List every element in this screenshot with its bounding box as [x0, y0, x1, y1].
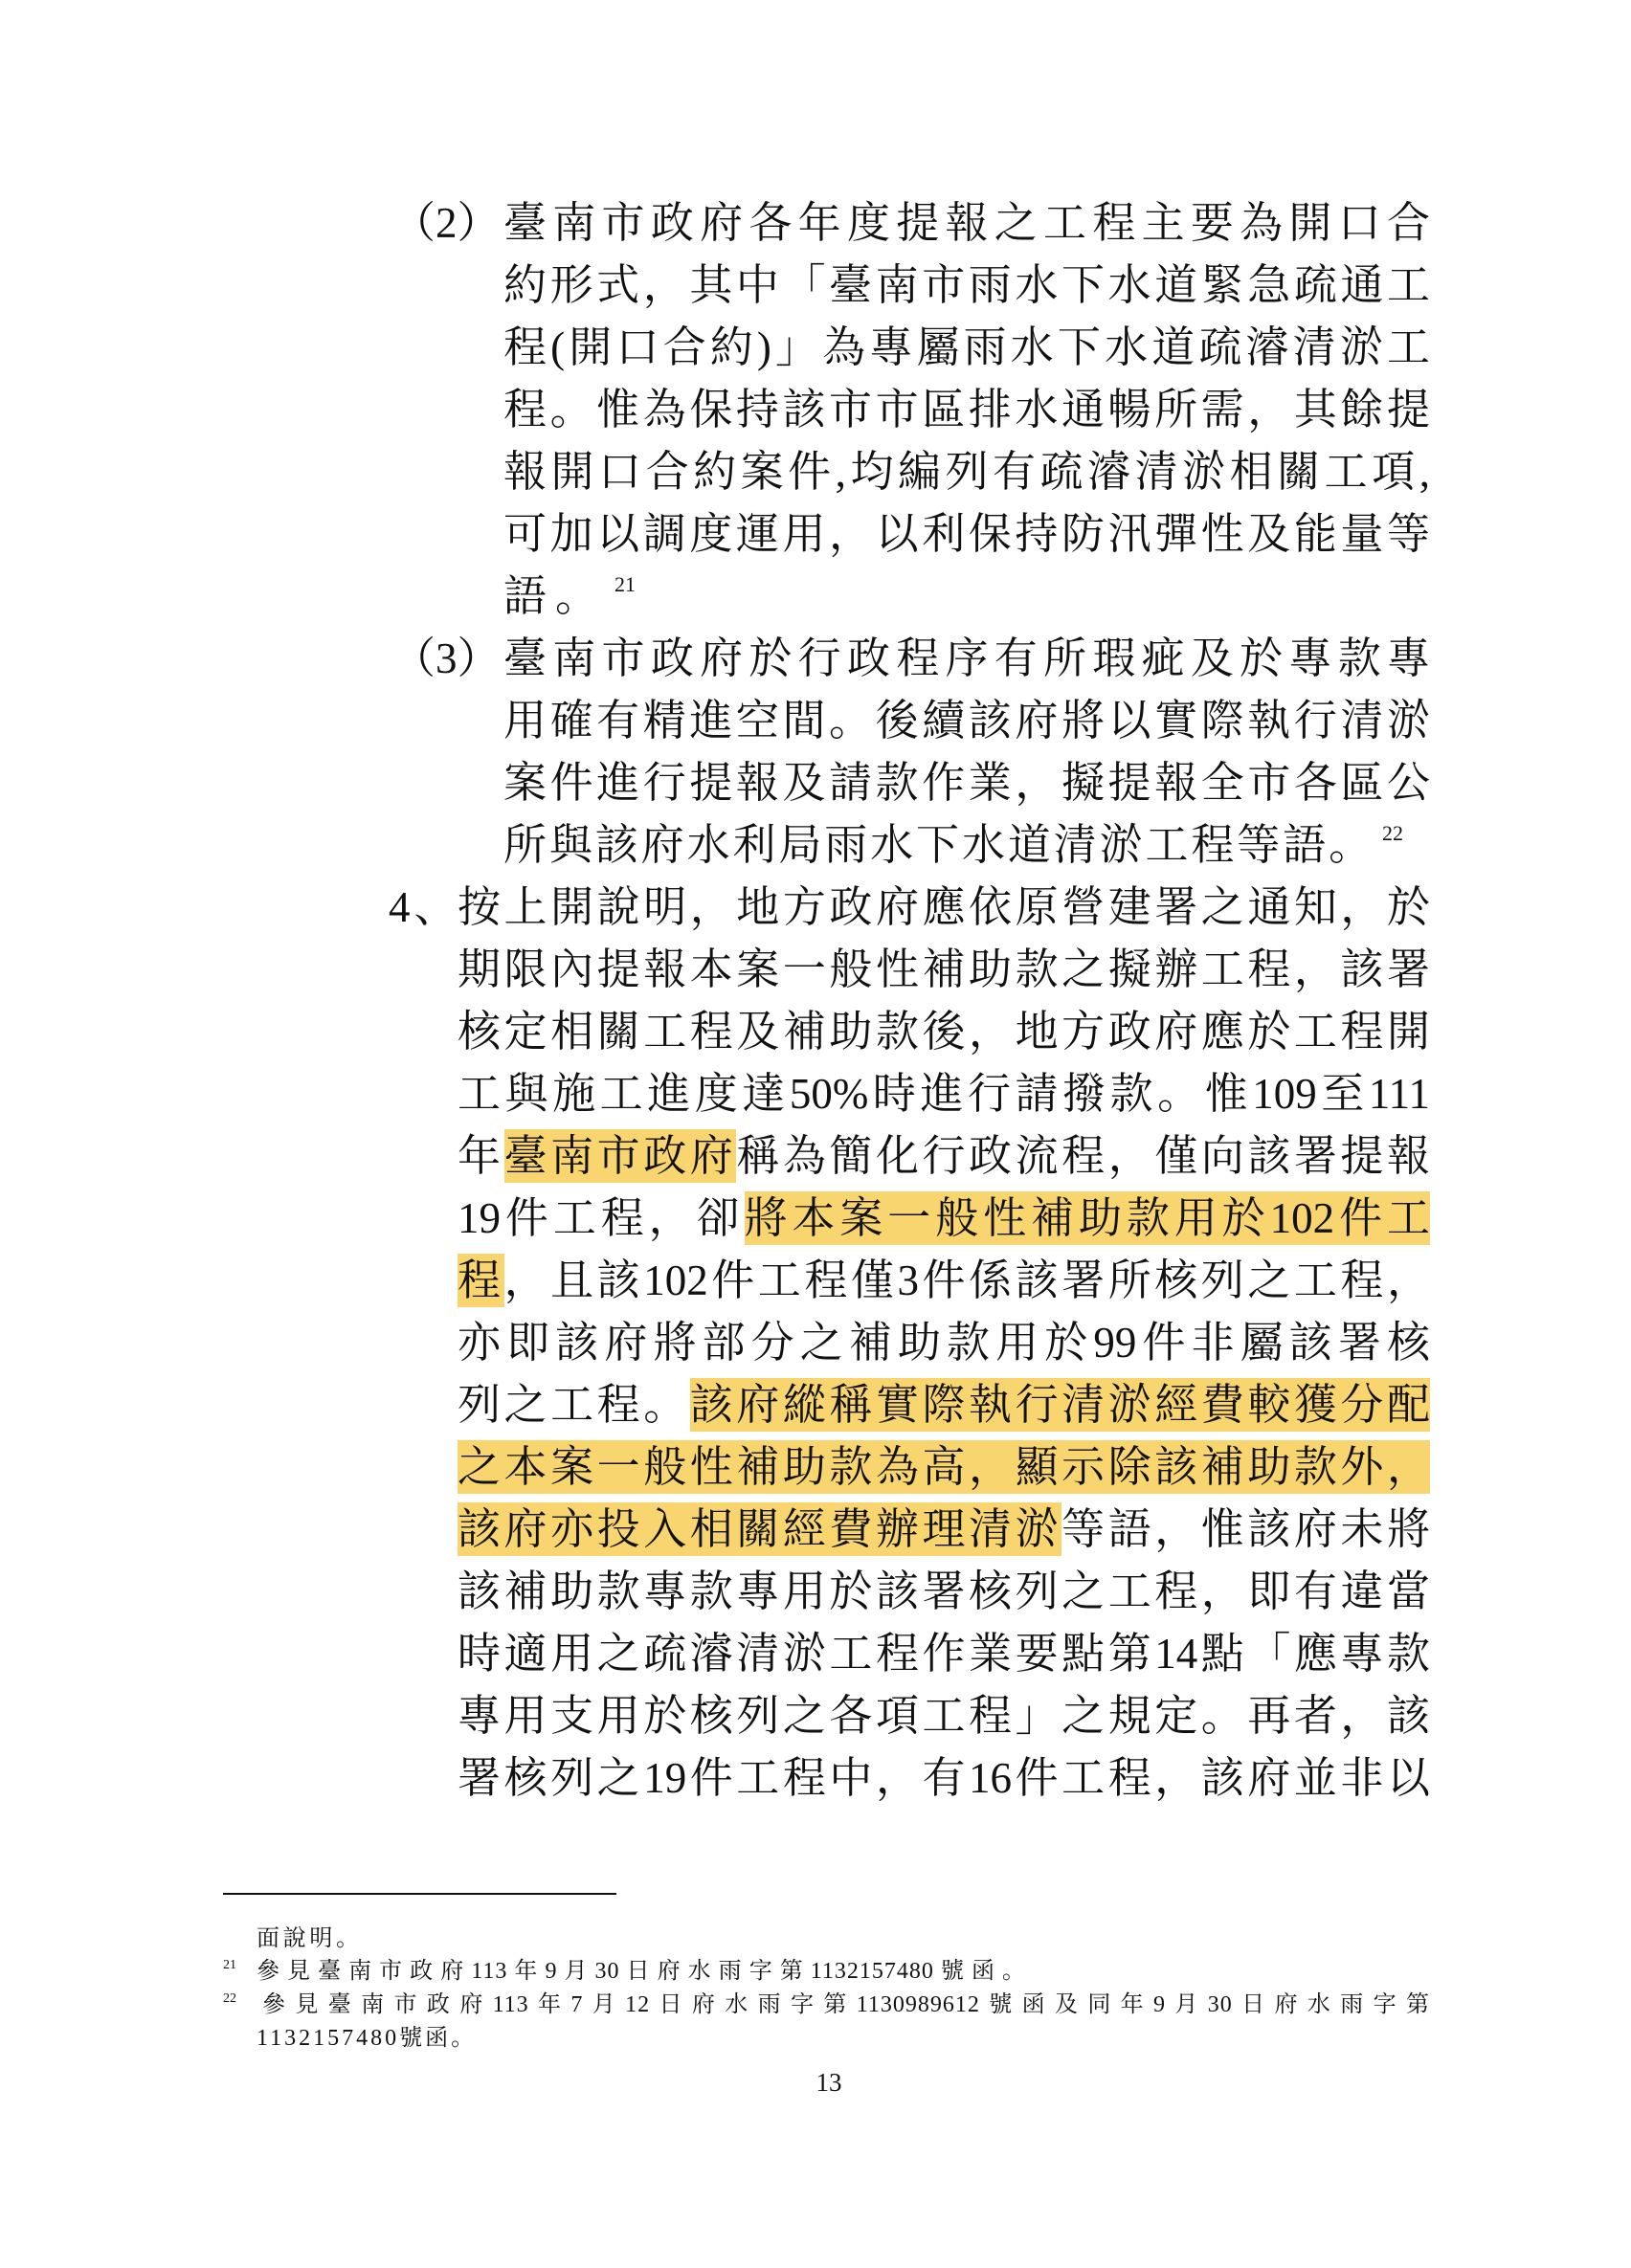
- text-run: 署核列之19件工程中，有16件工程，該府並非以: [458, 1753, 1430, 1802]
- text-run: 用確有精進空間。後續該府將以實際執行清淤: [503, 696, 1430, 745]
- text-run: 該補助款專款專用於該署核列之工程，即有違當: [458, 1567, 1430, 1615]
- text-run: 程(開口合約)」為專屬雨水下水道疏濬清淤工: [503, 322, 1430, 371]
- text-run: 亦即該府將部分之補助款用於99件非屬該署核: [458, 1318, 1430, 1367]
- text-line: [503, 628, 1430, 690]
- footnote-text-22: 參見臺南市政府113年7月12日府水雨字第1130989612號函及同年9月30日府水雨字第: [262, 1992, 1430, 2017]
- footnote-text-22-continued: 1132157480號函。: [257, 2026, 478, 2051]
- highlighted-text: 臺南市政府: [504, 1129, 737, 1183]
- text-line: [503, 441, 1430, 503]
- text-run: 核定相關工程及補助款後，地方政府應於工程開: [458, 1007, 1430, 1056]
- text-line: [458, 1001, 1430, 1063]
- text-run: 列之工程。: [458, 1380, 690, 1429]
- text-run: 按上開說明，地方政府應依原營建署之通知，於: [458, 882, 1430, 931]
- text-line: [458, 1374, 1430, 1436]
- text-line: [458, 1499, 1430, 1561]
- highlighted-text: 該府亦投入相關經費辦理清淤: [458, 1502, 1061, 1556]
- text-line: [503, 255, 1430, 317]
- footnote-ref-22: 22: [1382, 820, 1403, 845]
- text-run: 程。惟為保持該市市區排水通暢所需，其餘提: [503, 385, 1430, 434]
- text-line: [458, 1747, 1430, 1810]
- highlighted-text: 之本案一般性補助款為高，顯示除該補助款外，: [458, 1440, 1430, 1494]
- text-run: 報開口合約案件,均編列有疏濬清淤相關工項,: [503, 447, 1430, 496]
- text-line: [458, 1312, 1430, 1374]
- text-run: 可加以調度運用，以利保持防汛彈性及能量等: [503, 509, 1430, 558]
- page-number: 13: [816, 2068, 842, 2097]
- text-line: [458, 1623, 1430, 1685]
- text-run: 專用支用於核列之各項工程」之規定。再者，該: [458, 1691, 1430, 1740]
- highlighted-text: 該府縱稱實際執行清淤經費較獲分配: [690, 1378, 1430, 1432]
- text-run: 19件工程，卻: [458, 1193, 745, 1242]
- text-run: 約形式，其中「臺南市雨水下水道緊急疏通工: [503, 260, 1430, 309]
- text-run: ，且該102件工程僅3件係該署所核列之工程，: [503, 1256, 1430, 1304]
- text-line: [503, 192, 1430, 255]
- text-run: 年: [458, 1131, 504, 1180]
- item-marker-2: （2）: [392, 198, 501, 247]
- text-line: [458, 1188, 1430, 1250]
- text-line: [458, 939, 1430, 1001]
- footnote-ref-21: 21: [614, 571, 637, 596]
- footnote-number-22: 22: [223, 1991, 236, 2006]
- text-line: [458, 1685, 1430, 1747]
- text-line: [503, 752, 1430, 814]
- text-line: [503, 566, 1430, 628]
- text-line: [458, 1125, 1430, 1188]
- text-line: [503, 690, 1430, 752]
- text-line: [458, 1561, 1430, 1623]
- text-run: 時適用之疏濬清淤工程作業要點第14點「應專款: [458, 1629, 1430, 1678]
- text-run: 稱為簡化行政流程，僅向該署提報: [736, 1131, 1430, 1180]
- text-line: [458, 1250, 1430, 1312]
- footnote-separator: [223, 1893, 616, 1895]
- text-line: [503, 814, 1403, 877]
- footnote-number-21: 21: [223, 1958, 236, 1972]
- text-run: 工與施工進度達50%時進行請撥款。惟109至111: [458, 1069, 1430, 1118]
- footnote-continued-text: 面說明。: [257, 1925, 360, 1951]
- text-run: 臺南市政府各年度提報之工程主要為開口合: [503, 198, 1430, 247]
- text-run: 所與該府水利局雨水下水道清淤工程等語。: [503, 820, 1374, 869]
- item-marker-3: （3）: [392, 634, 501, 682]
- footnote-text-21: 參見臺南市政府113年9月30日府水雨字第1132157480號函。: [257, 1959, 1026, 1984]
- text-line: [458, 1436, 1430, 1499]
- highlighted-text: 將本案一般性補助款用於102件工: [745, 1191, 1430, 1245]
- item-marker-4: 4、: [389, 882, 461, 931]
- text-line: [458, 1063, 1430, 1125]
- text-run: 等語，惟該府未將: [1061, 1504, 1430, 1553]
- text-run: 期限內提報本案一般性補助款之擬辦工程，該署: [458, 945, 1430, 993]
- text-run: 臺南市政府於行政程序有所瑕疵及於專款專: [503, 634, 1430, 682]
- text-line: [503, 503, 1430, 566]
- text-line: [458, 877, 1430, 939]
- text-line: [503, 317, 1430, 379]
- text-run: 語。: [503, 571, 608, 620]
- text-line: [503, 379, 1430, 441]
- text-run: 案件進行提報及請款作業，擬提報全市各區公: [503, 758, 1430, 807]
- highlighted-text: 程: [458, 1254, 504, 1307]
